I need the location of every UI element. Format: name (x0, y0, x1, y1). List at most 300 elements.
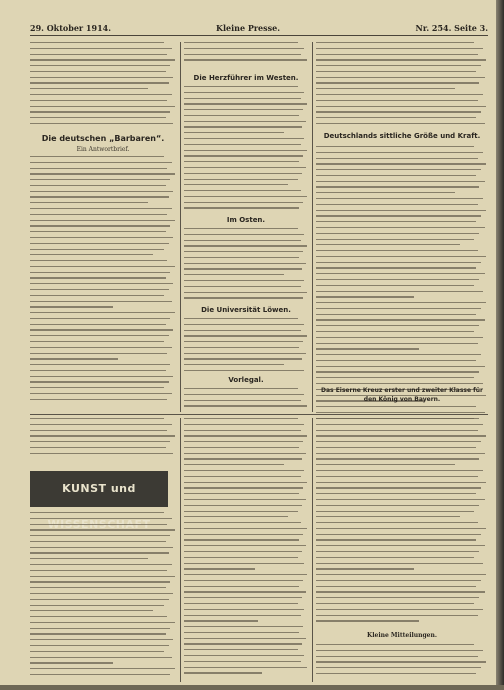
text-line (30, 430, 167, 431)
text-line (30, 593, 173, 594)
text-line (316, 453, 485, 454)
text-line (184, 482, 307, 483)
text-line (184, 138, 304, 139)
header-issue: Nr. 254. Seite 3. (415, 23, 488, 33)
text-line (316, 100, 478, 101)
text-line (30, 301, 172, 302)
text-line (316, 227, 485, 228)
text-line (316, 123, 485, 124)
text-line (184, 626, 303, 627)
text-line (316, 482, 486, 483)
text-line (30, 651, 164, 652)
text-line (30, 662, 113, 663)
text-line (316, 158, 478, 159)
text-line (184, 505, 302, 506)
text-line (30, 552, 169, 553)
column-rule (312, 42, 313, 412)
text-line (316, 615, 478, 616)
text-line (184, 126, 302, 127)
text-line (316, 221, 476, 222)
text-line (184, 184, 288, 185)
col3-headline-2: Das Eiserne Kreuz erster und zweiter Klasse für den König von Bayern. (321, 387, 483, 403)
text-line (184, 173, 302, 174)
text-line (30, 587, 166, 588)
text-line (30, 341, 164, 342)
text-line (184, 609, 304, 610)
text-line (184, 568, 255, 569)
text-line (316, 192, 455, 193)
text-line (316, 343, 478, 344)
text-line (30, 94, 172, 95)
col2-text-block-5 (184, 388, 308, 411)
text-line (184, 655, 304, 656)
text-line (316, 314, 476, 315)
text-line (316, 204, 478, 205)
lower-col3-small-heading: Kleine Mitteilungen. (367, 632, 437, 639)
text-line (30, 329, 173, 330)
text-line (184, 42, 298, 43)
text-line (184, 632, 299, 633)
text-line (184, 121, 306, 122)
section-divider (30, 414, 488, 415)
text-line (316, 511, 474, 512)
text-line (30, 564, 172, 565)
text-line (316, 470, 483, 471)
text-line (30, 441, 170, 442)
text-line (30, 435, 175, 436)
page-bottom-edge (0, 685, 504, 690)
text-line (30, 202, 148, 203)
header-date: 29. Oktober 1914. (30, 23, 111, 33)
text-line (316, 82, 479, 83)
text-line (316, 302, 486, 303)
text-line (316, 574, 486, 575)
text-line (184, 603, 298, 604)
page-header (30, 23, 488, 36)
column-3 (316, 42, 488, 412)
text-line (30, 576, 175, 577)
text-line (316, 609, 483, 610)
text-line (316, 215, 481, 216)
text-line (316, 383, 483, 384)
text-line (316, 568, 414, 569)
text-line (30, 196, 169, 197)
header-paper-title: Kleine Presse. (216, 23, 281, 33)
kunst-wissenschaft-banner: KUNST und (30, 471, 168, 507)
text-line (30, 231, 166, 232)
text-line (30, 54, 167, 55)
text-line (184, 476, 301, 477)
col1-text-block-2 (30, 156, 176, 405)
text-line (184, 155, 303, 156)
text-line (316, 210, 486, 211)
text-line (316, 499, 485, 500)
text-line (316, 412, 485, 413)
text-line (30, 393, 172, 394)
text-line (184, 394, 304, 395)
text-line (316, 169, 481, 170)
col2-text-block-1 (184, 42, 308, 65)
text-line (30, 179, 170, 180)
text-line (30, 156, 164, 157)
column-1 (30, 42, 176, 412)
text-line (184, 347, 299, 348)
text-line (30, 447, 166, 448)
column-2 (184, 42, 308, 412)
text-line (30, 162, 172, 163)
text-line (316, 430, 478, 431)
text-line (184, 574, 307, 575)
text-line (184, 263, 306, 264)
text-line (316, 534, 481, 535)
text-line (316, 262, 481, 263)
text-line (184, 245, 307, 246)
text-line (184, 251, 303, 252)
text-line (316, 244, 460, 245)
text-line (184, 638, 306, 639)
lower-col3-text (316, 418, 488, 626)
text-line (316, 239, 474, 240)
text-line (184, 534, 303, 535)
col1-text-block-1 (30, 42, 176, 129)
text-line (30, 77, 173, 78)
text-line (316, 563, 483, 564)
text-line (30, 581, 170, 582)
page-edge-shadow (496, 0, 504, 690)
text-line (316, 516, 460, 517)
text-line (30, 381, 169, 382)
text-line (30, 42, 164, 43)
text-line (184, 551, 302, 552)
text-line (30, 570, 167, 571)
lower-col2-text (184, 418, 308, 678)
text-line (316, 406, 476, 407)
text-line (30, 295, 164, 296)
text-line (316, 528, 486, 529)
text-line (316, 354, 481, 355)
text-line (316, 273, 485, 274)
text-line (30, 289, 169, 290)
lower-col1-top (30, 418, 176, 466)
text-line (316, 441, 481, 442)
text-line (316, 250, 478, 251)
text-line (316, 551, 479, 552)
text-line (184, 667, 307, 668)
text-line (316, 620, 419, 621)
text-line (30, 48, 172, 49)
text-line (184, 335, 307, 336)
text-line (184, 388, 298, 389)
text-line (30, 645, 169, 646)
text-line (30, 82, 169, 83)
text-line (184, 161, 299, 162)
text-line (30, 370, 166, 371)
text-line (30, 541, 166, 542)
text-line (30, 111, 170, 112)
text-line (184, 453, 306, 454)
text-line (30, 639, 173, 640)
text-line (184, 418, 298, 419)
lower-col1-text-top (30, 418, 176, 458)
text-line (30, 123, 173, 124)
col2-text-block-2 (184, 86, 308, 213)
text-line (316, 487, 481, 488)
text-line (184, 115, 299, 116)
text-line (316, 325, 479, 326)
text-line (316, 667, 481, 668)
text-line (30, 59, 175, 60)
text-line (30, 453, 173, 454)
text-line (184, 661, 301, 662)
text-line (30, 424, 172, 425)
text-line (30, 335, 169, 336)
text-line (316, 603, 474, 604)
text-line (30, 191, 173, 192)
text-line (316, 117, 476, 118)
text-line (316, 186, 479, 187)
column-rule (180, 418, 181, 682)
text-line (184, 424, 304, 425)
text-line (184, 447, 299, 448)
text-line (184, 280, 304, 281)
col2-headline-2: Im Osten. (226, 216, 266, 224)
text-line (30, 605, 164, 606)
text-line (30, 249, 164, 250)
text-line (316, 308, 481, 309)
text-line (184, 202, 303, 203)
text-line (316, 656, 478, 657)
text-line (184, 586, 299, 587)
text-line (30, 353, 167, 354)
text-line (184, 207, 299, 208)
text-line (184, 228, 298, 229)
col2-headline-3: Die Universität Löwen. (201, 306, 291, 314)
text-line (316, 493, 476, 494)
text-line (184, 92, 304, 93)
text-line (316, 447, 476, 448)
text-line (184, 545, 306, 546)
text-line (30, 347, 172, 348)
text-line (184, 109, 303, 110)
text-line (30, 628, 170, 629)
text-line (184, 179, 298, 180)
text-line (184, 493, 299, 494)
text-line (316, 337, 483, 338)
text-line (316, 71, 476, 72)
text-line (184, 190, 301, 191)
text-line (184, 274, 284, 275)
lower-col2 (184, 418, 308, 682)
text-line (184, 643, 302, 644)
text-line (30, 318, 170, 319)
text-line (184, 268, 302, 269)
text-line (30, 616, 167, 617)
text-line (30, 277, 166, 278)
text-line (316, 233, 479, 234)
text-line (30, 364, 170, 365)
text-line (184, 257, 299, 258)
text-line (316, 458, 479, 459)
text-line (184, 132, 284, 133)
col2-text-block-3 (184, 228, 308, 303)
text-line (184, 103, 307, 104)
text-line (30, 418, 164, 419)
text-line (316, 175, 476, 176)
text-line (30, 254, 153, 255)
text-line (30, 272, 170, 273)
text-line (184, 98, 301, 99)
text-line (30, 71, 166, 72)
text-line (316, 152, 483, 153)
text-line (184, 353, 306, 354)
text-line (316, 163, 486, 164)
text-line (316, 48, 483, 49)
column-rule (180, 42, 181, 412)
text-line (184, 144, 301, 145)
text-line (316, 296, 414, 297)
text-line (184, 86, 298, 87)
text-line (316, 371, 479, 372)
text-line (316, 545, 485, 546)
text-line (316, 522, 478, 523)
text-line (316, 591, 485, 592)
text-line (184, 318, 298, 319)
text-line (316, 146, 474, 147)
text-line (316, 476, 478, 477)
text-line (30, 260, 167, 261)
text-line (30, 622, 175, 623)
col1-subline: Ein Antwortbrief. (76, 146, 130, 153)
text-line (184, 499, 306, 500)
text-line (184, 430, 301, 431)
text-line (316, 94, 483, 95)
text-line (184, 615, 301, 616)
text-line (316, 77, 485, 78)
text-line (30, 306, 113, 307)
text-line (30, 117, 166, 118)
text-line (30, 220, 175, 221)
text-line (30, 243, 169, 244)
text-line (184, 649, 298, 650)
lower-col1-text (30, 512, 176, 680)
text-line (184, 557, 298, 558)
text-line (316, 505, 479, 506)
text-line (316, 291, 483, 292)
text-line (30, 100, 167, 101)
lower-col3 (316, 418, 488, 682)
text-line (30, 547, 173, 548)
text-line (316, 464, 455, 465)
text-line (184, 292, 307, 293)
text-line (30, 633, 166, 634)
text-line (184, 487, 303, 488)
text-line (30, 65, 170, 66)
text-line (316, 597, 479, 598)
text-line (184, 364, 284, 365)
text-line (184, 54, 301, 55)
text-line (316, 661, 486, 662)
text-line (316, 59, 486, 60)
text-line (184, 400, 301, 401)
text-line (316, 360, 476, 361)
text-line (316, 435, 486, 436)
text-line (30, 312, 175, 313)
lower-col1 (30, 512, 176, 682)
text-line (184, 620, 258, 621)
text-line (184, 234, 304, 235)
text-line (30, 518, 172, 519)
text-line (316, 54, 478, 55)
text-line (184, 59, 307, 60)
text-line (184, 580, 303, 581)
text-line (30, 237, 173, 238)
text-line (30, 358, 118, 359)
col2-headline-1: Die Herzführer im Westen. (193, 74, 299, 82)
text-line (316, 366, 485, 367)
text-line (184, 539, 299, 540)
text-line (184, 370, 304, 371)
text-line (30, 524, 167, 525)
col2-headline-4: Vorlegal. (228, 376, 264, 384)
text-line (30, 399, 167, 400)
text-line (184, 297, 303, 298)
text-line (184, 441, 303, 442)
text-line (316, 106, 486, 107)
text-line (316, 319, 485, 320)
text-line (30, 512, 164, 513)
lower-col3-text-end (316, 644, 488, 679)
text-line (184, 516, 288, 517)
text-line (184, 150, 307, 151)
text-line (30, 225, 170, 226)
text-line (184, 458, 302, 459)
text-line (316, 539, 476, 540)
text-line (184, 196, 307, 197)
text-line (30, 599, 169, 600)
text-line (30, 376, 173, 377)
text-line (184, 522, 301, 523)
col2-text-block-4 (184, 318, 308, 376)
text-line (316, 418, 474, 419)
text-line (316, 331, 474, 332)
text-line (184, 528, 307, 529)
text-line (30, 168, 167, 169)
text-line (184, 48, 304, 49)
text-line (316, 279, 479, 280)
text-line (184, 240, 301, 241)
text-line (316, 88, 455, 89)
text-line (30, 173, 175, 174)
text-line (316, 111, 481, 112)
text-line (30, 387, 164, 388)
text-line (30, 324, 166, 325)
text-line (30, 208, 172, 209)
text-line (316, 256, 486, 257)
text-line (30, 610, 153, 611)
col3-text-block-2 (316, 146, 488, 424)
text-line (30, 106, 175, 107)
text-line (184, 435, 307, 436)
text-line (30, 657, 172, 658)
text-line (30, 674, 170, 675)
text-line (184, 286, 301, 287)
text-line (30, 668, 175, 669)
text-line (30, 88, 148, 89)
text-line (316, 198, 483, 199)
text-line (30, 266, 175, 267)
text-line (184, 672, 262, 673)
col3-headline-1: Deutschlands sittliche Größe und Kraft. (323, 132, 481, 140)
